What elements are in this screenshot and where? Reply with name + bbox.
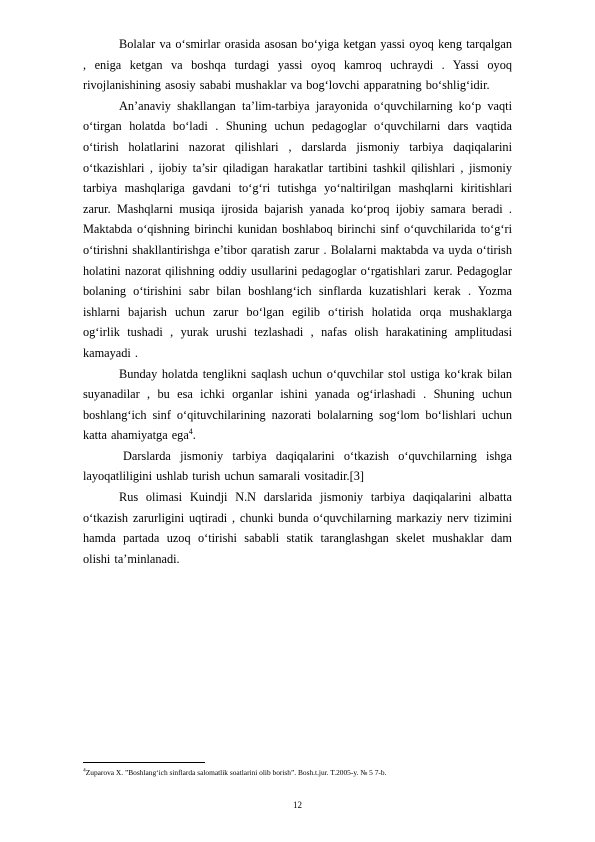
sentence-end: . xyxy=(192,428,196,443)
paragraph-flat-feet: Bolalar va o‘smirlar orasida asosan bo‘yiga ketgan yassi oyoq keng tarqalgan , enіga ketgan va boshqa turdagi yassi oyoq kamroq uchraydi . Yassi oyoq rivojlanishining asosiy sababi mushaklar va bog‘lovchi apparatning bo‘shlig‘idir. xyxy=(83,37,512,93)
footnote-marker: 4 xyxy=(83,767,86,774)
paragraph-physical-exercises: Darslarda jismoniy tarbiya daqiqalarini o‘tkazish o‘quvchilarning ishga layoqatliligini ushlab turish uchun samarali vositadir.[3] xyxy=(83,448,512,484)
paragraph-kuindji: Rus olimasi Kuindji N.N darslarida jismoniy tarbiya daqiqalarini albatta o‘tkazish zarurligini uqtiradi , chunki bunda o‘quvchilarning markaziy nerv tizimini hamda partada uzoq o‘tirishi sababli statik taranglashgan skelet mushaklar dam olishi ta’minlanadi. xyxy=(83,490,512,566)
paragraph-teacher-supervision xyxy=(83,364,512,446)
footnote-separator xyxy=(83,762,205,763)
footnote-reference: 4 xyxy=(188,427,193,437)
document-body xyxy=(83,34,512,569)
footnote xyxy=(83,768,523,778)
footnote-text: Zuparova X. ”Boshlang‘ich sinflarda salomatlik soatlarini olib borish”. Bosh.t.jur. T.2005-y. № 5 7-b. xyxy=(85,768,387,777)
paragraph-sitting-posture: An’anaviy shakllangan ta’lim-tarbiya jarayonida o‘quvchilarning ko‘p vaqti o‘tirgan holatda bo‘ladi . Shuning uchun pedagoglar o‘quvchilarni dars vaqtida o‘tirish holatlarini nazorat qilishlari , darslarda jismoniy tarbiya daqiqalarini o‘tkazishlari , ijobiy ta’sir qiladigan harakatlar tartibini tashkil qilishlari , jismoniy tarbiya mashqlariga gavdani to‘g‘ri tutishga yo‘naltirilgan mashqlarni kiritishlari zarur. Mashqlarni musiqa ijrosida bajarish yanada ko‘proq ijobiy samara beradi . Maktabda o‘qishning birinchi kunidan boshlaboq birinchi sinf o‘quvchilarida to‘g‘ri o‘tirishni shakllantirishga e’tibor qaratish zarur . Bolalarni maktabda va uyda o‘tirish holatini nazorat qilishning oddiy usullarini pedagoglar o‘rgatishlari zarur. Pedagoglar bolaning o‘tirishini sabr bilan boshlang‘ich sinflarda kuzatishlari kerak . Yozma ishlarni bajarish uchun zarur bo‘lgan egilib o‘tirish holatida orqa mushaklarga og‘irlik tushadi , yurak urushi tezlashadi , nafas olish harakatining amplitudasi kamayadi . xyxy=(83,98,512,360)
paragraph-text: Bunday holatda tenglikni saqlash uchun o‘quvchilar stol ustiga ko‘krak bilan suyanadilar , bu esa ichki organlar ishini yanada og‘irlashadi . Shuning uchun boshlang‘ich sinf o‘qituvchilarining nazorati bolalarning sog‘lom bo‘lishlari uchun katta ahamiyatga ega xyxy=(83,366,512,443)
page-number: 12 xyxy=(293,800,302,810)
